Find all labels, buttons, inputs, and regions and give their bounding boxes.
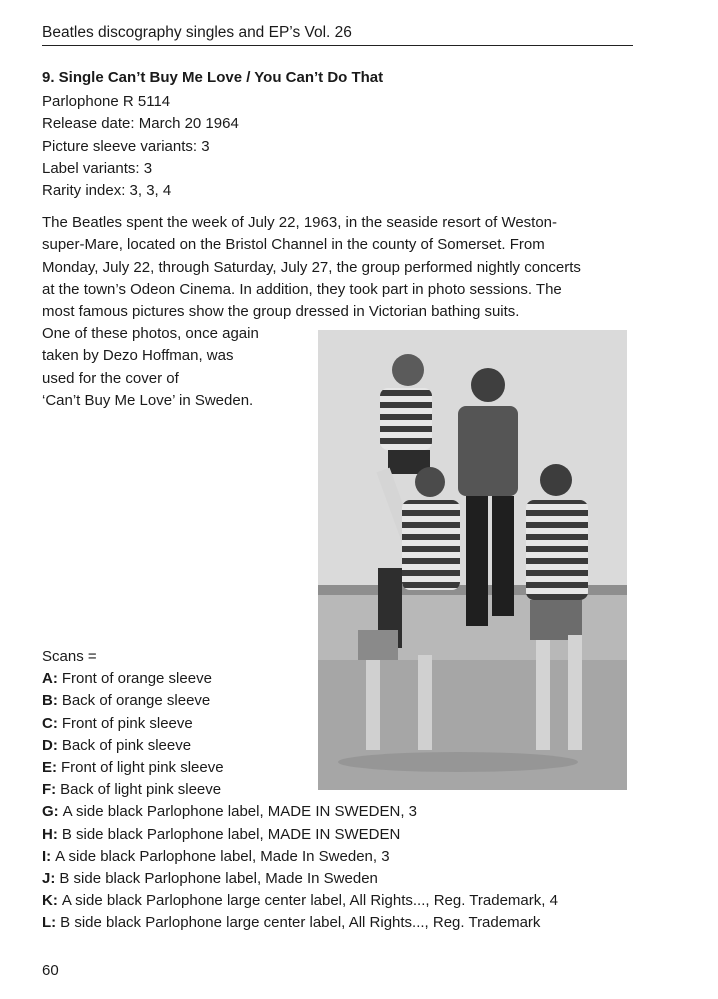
- scan-key: J:: [42, 870, 56, 888]
- sleeve-variants: Picture sleeve variants: 3: [42, 137, 210, 155]
- scan-key: K:: [42, 892, 58, 910]
- release-meta: [42, 91, 239, 202]
- scans-heading: Scans =: [42, 648, 97, 665]
- scan-desc: A side black Parlophone large center label, All Rights..., Reg. Trademark, 4: [61, 892, 558, 910]
- scan-key: I:: [42, 847, 52, 865]
- paragraph-line: super-Mare, located on the Bristol Channel in the county of Somerset. From: [42, 236, 545, 254]
- scan-desc: Front of pink sleeve: [61, 714, 193, 732]
- list-item: [42, 713, 558, 735]
- scan-desc: Back of light pink sleeve: [60, 781, 222, 799]
- intro-paragraph: [42, 212, 633, 323]
- catalog-number: Parlophone R 5114: [42, 93, 171, 110]
- photo-caption-text: [42, 323, 307, 412]
- scan-desc: B side black Parlophone label, Made In Sweden: [59, 870, 378, 888]
- list-item: [42, 757, 558, 779]
- scan-key: F:: [42, 781, 57, 799]
- scan-desc: A side black Parlophone label, MADE IN SWEDEN, 3: [62, 803, 417, 821]
- scan-desc: Back of orange sleeve: [61, 692, 211, 710]
- section-title: 9. Single Can’t Buy Me Love / You Can’t Do That: [42, 69, 384, 86]
- page-header: [42, 24, 633, 46]
- list-item: [42, 690, 558, 712]
- scan-key: E:: [42, 759, 57, 777]
- list-item: [42, 868, 558, 890]
- list-item: [42, 779, 558, 801]
- scan-key: C:: [42, 714, 58, 732]
- scan-key: B:: [42, 692, 58, 710]
- header-title: Beatles discography singles and EP’s Vol. 26: [42, 24, 352, 41]
- page-number: 60: [42, 962, 59, 979]
- scan-key: G:: [42, 803, 59, 821]
- caption-line: taken by Dezo Hoffman, was: [42, 347, 234, 365]
- caption-line: used for the cover of: [42, 369, 179, 387]
- list-item: [42, 735, 558, 757]
- caption-line: ‘Can’t Buy Me Love’ in Sweden.: [42, 391, 254, 409]
- scan-desc: Front of orange sleeve: [61, 670, 212, 688]
- paragraph-line: most famous pictures show the group dressed in Victorian bathing suits.: [42, 303, 520, 321]
- list-item: [42, 846, 558, 868]
- caption-line: One of these photos, once again: [42, 325, 259, 342]
- list-item: [42, 801, 558, 823]
- scan-desc: B side black Parlophone large center label, All Rights..., Reg. Trademark: [60, 914, 541, 932]
- scan-key: H:: [42, 825, 58, 843]
- scan-key: A:: [42, 670, 58, 688]
- scan-desc: Back of pink sleeve: [61, 736, 192, 754]
- label-variants: Label variants: 3: [42, 159, 153, 177]
- scans-list: [42, 646, 558, 935]
- rarity-index: Rarity index: 3, 3, 4: [42, 182, 172, 200]
- list-item: [42, 912, 558, 934]
- paragraph-line: Monday, July 22, through Saturday, July 27, the group performed nightly concerts: [42, 258, 581, 276]
- release-date: Release date: March 20 1964: [42, 115, 239, 133]
- paragraph-line: at the town’s Odeon Cinema. In addition, they took part in photo sessions. The: [42, 280, 562, 298]
- list-item: [42, 668, 558, 690]
- scan-key: D:: [42, 736, 58, 754]
- scan-desc: B side black Parlophone label, MADE IN SWEDEN: [61, 825, 401, 843]
- list-item: [42, 824, 558, 846]
- scan-desc: A side black Parlophone label, Made In Sweden, 3: [55, 847, 390, 865]
- scan-desc: Front of light pink sleeve: [61, 759, 224, 777]
- list-item: [42, 890, 558, 912]
- paragraph-line: The Beatles spent the week of July 22, 1963, in the seaside resort of Weston-: [42, 214, 558, 231]
- scan-key: L:: [42, 914, 57, 932]
